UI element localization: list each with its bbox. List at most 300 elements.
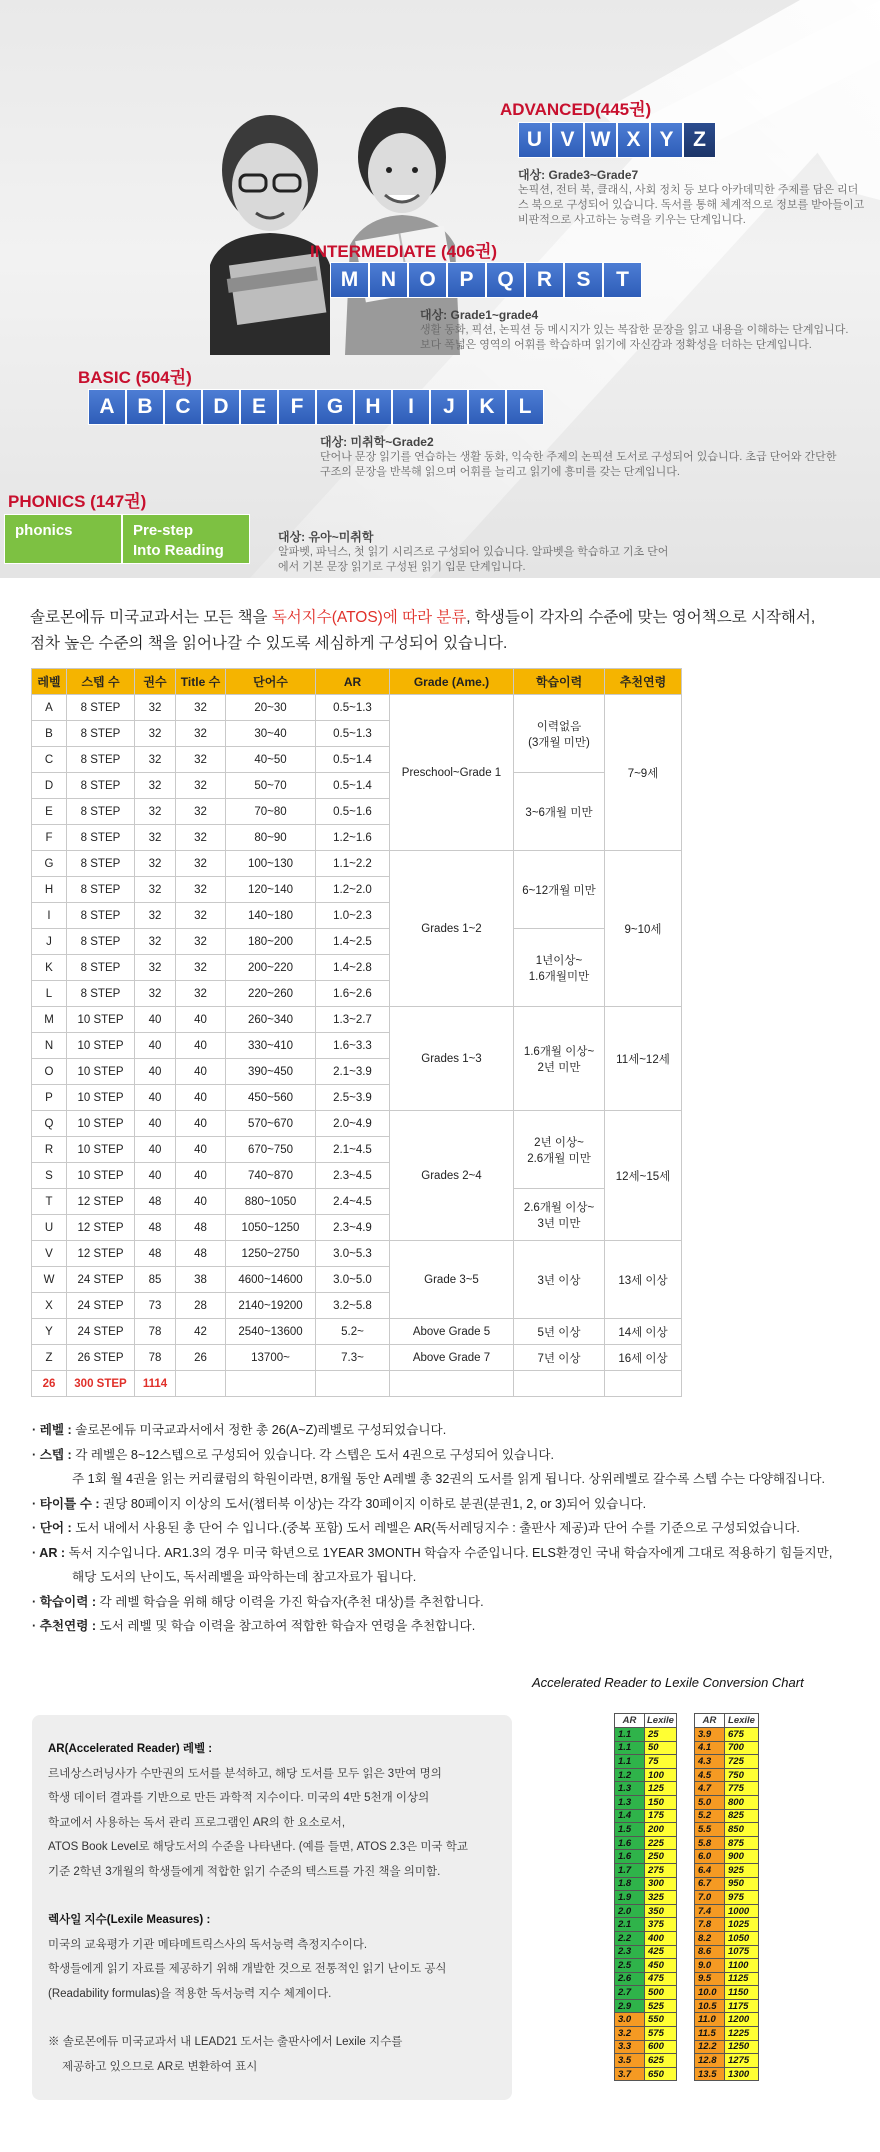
basic-letter-f: F bbox=[278, 389, 316, 425]
table-cell: 1.3~2.7 bbox=[316, 1007, 390, 1033]
table-cell: 0.5~1.3 bbox=[316, 721, 390, 747]
table-cell: 3.0~5.3 bbox=[316, 1241, 390, 1267]
total-row bbox=[32, 1371, 682, 1397]
table-cell: 32 bbox=[135, 851, 176, 877]
conv-lexile-cell: 500 bbox=[645, 1986, 677, 2000]
conv-row bbox=[695, 1836, 759, 1850]
advanced-letter-x: X bbox=[617, 122, 650, 158]
conv-lexile-cell: 700 bbox=[725, 1741, 759, 1755]
conv-ar-cell: 5.2 bbox=[695, 1809, 725, 1823]
ar-gap-2 bbox=[48, 2006, 512, 2030]
table-cell: 40 bbox=[176, 1163, 226, 1189]
table-cell: 2.3~4.5 bbox=[316, 1163, 390, 1189]
conv-header-row bbox=[615, 1714, 677, 1728]
col-header: 레벨 bbox=[32, 669, 67, 695]
conv-lexile-cell: 675 bbox=[725, 1728, 759, 1742]
table-cell: 32 bbox=[135, 695, 176, 721]
table-cell: 4600~14600 bbox=[226, 1267, 316, 1293]
conv-ar-cell: 1.8 bbox=[615, 1877, 645, 1891]
table-cell: 220~260 bbox=[226, 981, 316, 1007]
basic-letter-c: C bbox=[164, 389, 202, 425]
table-cell: 2.1~4.5 bbox=[316, 1137, 390, 1163]
basic-target-label: 대상: 미취학~Grade2 bbox=[320, 435, 434, 449]
age-cell: 13세 이상 bbox=[605, 1241, 682, 1319]
conv-ar-cell: 6.0 bbox=[695, 1850, 725, 1864]
conversion-chart-title: Accelerated Reader to Lexile Conversion Chart bbox=[532, 1675, 804, 1690]
conversion-table-right bbox=[694, 1713, 759, 2081]
conv-ar-cell: 3.7 bbox=[615, 2067, 645, 2081]
conv-ar-cell: 1.2 bbox=[615, 1768, 645, 1782]
conv-row bbox=[615, 2013, 677, 2027]
conv-lexile-cell: 1100 bbox=[725, 1959, 759, 1973]
conv-lexile-cell: 1225 bbox=[725, 2027, 759, 2041]
table-cell: Z bbox=[32, 1345, 67, 1371]
advanced-letter-z: Z bbox=[683, 122, 716, 158]
basic-letter-l: L bbox=[506, 389, 544, 425]
table-cell: 24 STEP bbox=[67, 1293, 135, 1319]
conv-lexile-cell: 525 bbox=[645, 1999, 677, 2013]
conv-row bbox=[695, 1986, 759, 2000]
conv-lexile-cell: 1300 bbox=[725, 2067, 759, 2081]
table-cell: 1050~1250 bbox=[226, 1215, 316, 1241]
conv-lexile-cell: 900 bbox=[725, 1850, 759, 1864]
table-cell: 32 bbox=[176, 695, 226, 721]
intermediate-description: 생활 동화, 픽션, 논픽션 등 메시지가 있는 복잡한 문장을 읽고 내용을 이해하는 단계입니다. 보다 폭넓은 영역의 어휘를 학습하며 읽기에 자신감과 정확성을 더하는 단계입니다. bbox=[420, 324, 849, 351]
level-table bbox=[31, 668, 682, 1397]
table-cell: 32 bbox=[176, 903, 226, 929]
table-cell: 0.5~1.4 bbox=[316, 747, 390, 773]
table-cell: 1.6~2.6 bbox=[316, 981, 390, 1007]
conv-lexile-cell: 1000 bbox=[725, 1904, 759, 1918]
table-cell: 32 bbox=[176, 877, 226, 903]
table-cell: 40 bbox=[176, 1085, 226, 1111]
table-cell: D bbox=[32, 773, 67, 799]
note-item bbox=[32, 1516, 862, 1541]
table-cell: F bbox=[32, 825, 67, 851]
history-line: 1.6개월 이상~ bbox=[523, 1045, 595, 1058]
conv-ar-cell: 1.7 bbox=[615, 1863, 645, 1877]
table-cell: 38 bbox=[176, 1267, 226, 1293]
table-cell: 40 bbox=[176, 1189, 226, 1215]
advanced-target bbox=[518, 168, 868, 228]
conv-ar-cell: 1.5 bbox=[615, 1823, 645, 1837]
intermediate-letter-r: R bbox=[525, 262, 564, 298]
intermediate-letter-q: Q bbox=[486, 262, 525, 298]
intermediate-letter-p: P bbox=[447, 262, 486, 298]
conv-ar-cell: 1.3 bbox=[615, 1782, 645, 1796]
conv-lexile-cell: 750 bbox=[725, 1768, 759, 1782]
conv-row bbox=[615, 1877, 677, 1891]
conv-ar-cell: 3.9 bbox=[695, 1728, 725, 1742]
table-cell: 32 bbox=[176, 851, 226, 877]
conv-row bbox=[695, 1877, 759, 1891]
conv-ar-cell: 2.0 bbox=[615, 1904, 645, 1918]
conv-header-lexile: Lexile bbox=[645, 1714, 677, 1728]
table-cell: H bbox=[32, 877, 67, 903]
table-cell: 10 STEP bbox=[67, 1137, 135, 1163]
table-cell: 2.4~4.5 bbox=[316, 1189, 390, 1215]
conv-row bbox=[695, 1795, 759, 1809]
conv-row bbox=[615, 2040, 677, 2054]
advanced-letter-w: W bbox=[584, 122, 617, 158]
table-cell: 32 bbox=[135, 955, 176, 981]
history-line: 1.6개월미만 bbox=[528, 970, 590, 983]
conv-ar-cell: 6.7 bbox=[695, 1877, 725, 1891]
conv-lexile-cell: 475 bbox=[645, 1972, 677, 1986]
table-cell: 48 bbox=[135, 1241, 176, 1267]
table-header-row bbox=[32, 669, 682, 695]
conv-row bbox=[615, 1782, 677, 1796]
note-item: 해당 도서의 난이도, 독서레벨을 파악하는데 참고자료가 됩니다. bbox=[72, 1570, 417, 1584]
table-cell: 10 STEP bbox=[67, 1059, 135, 1085]
conv-row bbox=[695, 1809, 759, 1823]
table-cell: 8 STEP bbox=[67, 721, 135, 747]
table-cell: 390~450 bbox=[226, 1059, 316, 1085]
table-cell: 80~90 bbox=[226, 825, 316, 851]
phonics-cell: phonics bbox=[4, 514, 122, 564]
conv-ar-cell: 6.4 bbox=[695, 1863, 725, 1877]
table-cell: 40 bbox=[176, 1007, 226, 1033]
conv-row bbox=[615, 1809, 677, 1823]
basic-letter-e: E bbox=[240, 389, 278, 425]
ar-heading: AR(Accelerated Reader) 레벨 : bbox=[48, 1743, 213, 1755]
conv-ar-cell: 4.7 bbox=[695, 1782, 725, 1796]
table-cell: 28 bbox=[176, 1293, 226, 1319]
table-cell: V bbox=[32, 1241, 67, 1267]
total-empty-cell bbox=[226, 1371, 316, 1397]
table-cell: 40 bbox=[135, 1033, 176, 1059]
intermediate-target-label: 대상: Grade1~grade4 bbox=[420, 308, 539, 322]
conv-row bbox=[615, 2027, 677, 2041]
table-cell: 8 STEP bbox=[67, 877, 135, 903]
table-cell: 140~180 bbox=[226, 903, 316, 929]
table-cell: 450~560 bbox=[226, 1085, 316, 1111]
conv-lexile-cell: 75 bbox=[645, 1755, 677, 1769]
conv-lexile-cell: 350 bbox=[645, 1904, 677, 1918]
table-row bbox=[32, 1345, 682, 1371]
note-item bbox=[32, 1443, 862, 1468]
prestep-line1: Pre-step bbox=[133, 522, 194, 539]
conv-lexile-cell: 1025 bbox=[725, 1918, 759, 1932]
table-cell: 8 STEP bbox=[67, 825, 135, 851]
table-cell: A bbox=[32, 695, 67, 721]
conv-lexile-cell: 650 bbox=[645, 2067, 677, 2081]
conv-row bbox=[615, 1836, 677, 1850]
table-cell: P bbox=[32, 1085, 67, 1111]
table-cell: 32 bbox=[176, 825, 226, 851]
table-cell: 1.2~1.6 bbox=[316, 825, 390, 851]
age-cell: 14세 이상 bbox=[605, 1319, 682, 1345]
conv-lexile-cell: 25 bbox=[645, 1728, 677, 1742]
conv-row bbox=[695, 1904, 759, 1918]
conv-lexile-cell: 425 bbox=[645, 1945, 677, 1959]
table-cell: 100~130 bbox=[226, 851, 316, 877]
col-header: 학습이력 bbox=[514, 669, 605, 695]
table-cell: 8 STEP bbox=[67, 773, 135, 799]
table-cell: 0.5~1.3 bbox=[316, 695, 390, 721]
table-cell: Q bbox=[32, 1111, 67, 1137]
basic-letter-i: I bbox=[392, 389, 430, 425]
conv-lexile-cell: 125 bbox=[645, 1782, 677, 1796]
history-line: 5년 이상 bbox=[537, 1326, 581, 1339]
history-cell bbox=[514, 851, 605, 929]
conv-lexile-cell: 1075 bbox=[725, 1945, 759, 1959]
table-row bbox=[32, 929, 682, 955]
conv-lexile-cell: 775 bbox=[725, 1782, 759, 1796]
note-item bbox=[32, 1590, 862, 1615]
conv-row bbox=[695, 2013, 759, 2027]
table-cell: S bbox=[32, 1163, 67, 1189]
history-cell bbox=[514, 1345, 605, 1371]
table-cell: 24 STEP bbox=[67, 1319, 135, 1345]
p1-line: 학생 데이터 결과를 기반으로 만든 과학적 지수이다. 미국의 4만 5천개 이상의 bbox=[48, 1792, 430, 1804]
history-cell bbox=[514, 1111, 605, 1189]
table-cell: 32 bbox=[176, 747, 226, 773]
note-label: · AR : bbox=[32, 1545, 66, 1560]
conv-ar-cell: 11.5 bbox=[695, 2027, 725, 2041]
conv-row bbox=[615, 1850, 677, 1864]
note-item bbox=[32, 1541, 862, 1566]
conv-ar-cell: 3.2 bbox=[615, 2027, 645, 2041]
table-cell: I bbox=[32, 903, 67, 929]
note-label: · 학습이력 : bbox=[32, 1594, 97, 1609]
grade-cell: Grades 2~4 bbox=[390, 1111, 514, 1241]
table-cell: 40 bbox=[135, 1085, 176, 1111]
table-cell: 0.5~1.6 bbox=[316, 799, 390, 825]
table-cell: 50~70 bbox=[226, 773, 316, 799]
ar-paragraph bbox=[48, 1762, 512, 1885]
table-cell: 32 bbox=[135, 903, 176, 929]
conv-lexile-cell: 275 bbox=[645, 1863, 677, 1877]
table-cell: 260~340 bbox=[226, 1007, 316, 1033]
table-cell: 1.4~2.5 bbox=[316, 929, 390, 955]
notes-list bbox=[32, 1418, 862, 1639]
note-label: · 추천연령 : bbox=[32, 1619, 97, 1633]
age-cell: 9~10세 bbox=[605, 851, 682, 1007]
conv-row bbox=[695, 1999, 759, 2013]
conv-row bbox=[695, 1823, 759, 1837]
table-cell: 180~200 bbox=[226, 929, 316, 955]
basic-letter-row bbox=[88, 389, 544, 425]
conv-row bbox=[615, 1863, 677, 1877]
table-cell: 1.0~2.3 bbox=[316, 903, 390, 929]
conv-lexile-cell: 325 bbox=[645, 1891, 677, 1905]
intro-paragraph bbox=[30, 605, 860, 657]
phonics-target-label: 대상: 유아~미취학 bbox=[278, 530, 374, 544]
table-row bbox=[32, 695, 682, 721]
conv-lexile-cell: 1275 bbox=[725, 2054, 759, 2068]
conv-lexile-cell: 1175 bbox=[725, 1999, 759, 2013]
conv-row bbox=[615, 1891, 677, 1905]
conv-ar-cell: 2.5 bbox=[615, 1959, 645, 1973]
conv-ar-cell: 2.6 bbox=[615, 1972, 645, 1986]
conv-row bbox=[695, 1959, 759, 1973]
note-label: · 타이틀 수 : bbox=[32, 1496, 100, 1511]
table-cell: 3.0~5.0 bbox=[316, 1267, 390, 1293]
table-cell: 10 STEP bbox=[67, 1111, 135, 1137]
table-cell: 2.1~3.9 bbox=[316, 1059, 390, 1085]
basic-target bbox=[320, 435, 840, 480]
table-cell: 78 bbox=[135, 1345, 176, 1371]
table-cell: 10 STEP bbox=[67, 1163, 135, 1189]
table-cell: W bbox=[32, 1267, 67, 1293]
history-line: 3년 미만 bbox=[537, 1217, 581, 1230]
conv-row bbox=[695, 1850, 759, 1864]
advanced-letter-u: U bbox=[518, 122, 551, 158]
table-cell: 2.3~4.9 bbox=[316, 1215, 390, 1241]
conv-lexile-cell: 1125 bbox=[725, 1972, 759, 1986]
table-cell: 8 STEP bbox=[67, 955, 135, 981]
table-cell: 8 STEP bbox=[67, 695, 135, 721]
conv-lexile-cell: 250 bbox=[645, 1850, 677, 1864]
grade-cell: Preschool~Grade 1 bbox=[390, 695, 514, 851]
table-row bbox=[32, 1319, 682, 1345]
conv-lexile-cell: 1200 bbox=[725, 2013, 759, 2027]
conv-row bbox=[695, 1728, 759, 1742]
table-cell: 10 STEP bbox=[67, 1033, 135, 1059]
table-cell: 78 bbox=[135, 1319, 176, 1345]
table-cell: 32 bbox=[135, 825, 176, 851]
conv-header-row bbox=[695, 1714, 759, 1728]
table-cell: 670~750 bbox=[226, 1137, 316, 1163]
note-item: 주 1회 월 4권을 읽는 커리큘럼의 학원이라면, 8개월 동안 A레벨 총 32권의 도서를 읽게 됩니다. 상위레벨로 갈수록 스텝 수는 다양해집니다. bbox=[72, 1472, 826, 1486]
table-cell: 12 STEP bbox=[67, 1215, 135, 1241]
phonics-description: 알파벳, 파닉스, 첫 읽기 시리즈로 구성되어 있습니다. 알파벳을 학습하고 기초 단어에서 기본 문장 읽기로 구성된 읽기 입문 단계입니다. bbox=[278, 546, 669, 573]
intermediate-title: INTERMEDIATE (406권) bbox=[310, 242, 498, 261]
table-cell: 32 bbox=[135, 773, 176, 799]
grade-cell: Grades 1~3 bbox=[390, 1007, 514, 1111]
table-cell: 8 STEP bbox=[67, 747, 135, 773]
table-cell: 8 STEP bbox=[67, 929, 135, 955]
conv-ar-cell: 9.5 bbox=[695, 1972, 725, 1986]
table-cell: 7.3~ bbox=[316, 1345, 390, 1371]
note-item bbox=[32, 1614, 862, 1639]
conv-row bbox=[615, 1931, 677, 1945]
table-cell: 32 bbox=[135, 799, 176, 825]
conv-ar-cell: 2.2 bbox=[615, 1931, 645, 1945]
table-cell: 1250~2750 bbox=[226, 1241, 316, 1267]
p1-line: ATOS Book Level로 해당도서의 수준을 나타낸다. (예를 들면, ATOS 2.3은 미국 학교 bbox=[48, 1841, 468, 1853]
conv-lexile-cell: 50 bbox=[645, 1741, 677, 1755]
conv-row bbox=[695, 1931, 759, 1945]
history-line: 2년 미만 bbox=[537, 1061, 581, 1074]
col-header: Grade (Ame.) bbox=[390, 669, 514, 695]
basic-letter-d: D bbox=[202, 389, 240, 425]
table-cell: K bbox=[32, 955, 67, 981]
table-cell: L bbox=[32, 981, 67, 1007]
conv-lexile-cell: 100 bbox=[645, 1768, 677, 1782]
table-cell: G bbox=[32, 851, 67, 877]
note-text: 도서 내에서 사용된 총 단어 수 입니다.(중복 포함) 도서 레벨은 AR(독서레딩지수 : 출판사 제공)과 단어 수를 기준으로 구성되었습니다. bbox=[71, 1521, 800, 1535]
table-cell: 32 bbox=[176, 955, 226, 981]
conv-ar-cell: 9.0 bbox=[695, 1959, 725, 1973]
conv-ar-cell: 5.5 bbox=[695, 1823, 725, 1837]
conv-header-lexile: Lexile bbox=[725, 1714, 759, 1728]
conv-ar-cell: 1.3 bbox=[615, 1795, 645, 1809]
conv-ar-cell: 13.5 bbox=[695, 2067, 725, 2081]
col-header: 단어수 bbox=[226, 669, 316, 695]
table-row bbox=[32, 1241, 682, 1267]
conv-lexile-cell: 300 bbox=[645, 1877, 677, 1891]
table-cell: 570~670 bbox=[226, 1111, 316, 1137]
conv-lexile-cell: 825 bbox=[725, 1809, 759, 1823]
total-books: 1114 bbox=[135, 1371, 176, 1397]
age-cell: 16세 이상 bbox=[605, 1345, 682, 1371]
note-item bbox=[32, 1492, 862, 1517]
lead21-note bbox=[48, 2030, 512, 2079]
conv-ar-cell: 1.1 bbox=[615, 1728, 645, 1742]
basic-letter-a: A bbox=[88, 389, 126, 425]
table-cell: 2.5~3.9 bbox=[316, 1085, 390, 1111]
conv-ar-cell: 4.3 bbox=[695, 1755, 725, 1769]
table-cell: 40 bbox=[176, 1059, 226, 1085]
table-cell: 1.2~2.0 bbox=[316, 877, 390, 903]
table-cell: 32 bbox=[135, 981, 176, 1007]
history-cell bbox=[514, 929, 605, 1007]
conv-ar-cell: 7.4 bbox=[695, 1904, 725, 1918]
table-cell: 40 bbox=[135, 1111, 176, 1137]
table-cell: 32 bbox=[176, 799, 226, 825]
conv-row bbox=[695, 2054, 759, 2068]
conv-lexile-cell: 175 bbox=[645, 1809, 677, 1823]
history-cell bbox=[514, 773, 605, 851]
conv-ar-cell: 8.6 bbox=[695, 1945, 725, 1959]
conv-row bbox=[615, 1999, 677, 2013]
table-cell: 32 bbox=[135, 747, 176, 773]
conv-lexile-cell: 975 bbox=[725, 1891, 759, 1905]
p2-line: (Readability formulas)을 적용한 독서능력 지수 체계이다. bbox=[48, 1987, 332, 2000]
table-cell: 740~870 bbox=[226, 1163, 316, 1189]
conv-lexile-cell: 1150 bbox=[725, 1986, 759, 2000]
col-header: 추천연령 bbox=[605, 669, 682, 695]
intro-line-1 bbox=[30, 605, 860, 631]
conv-lexile-cell: 375 bbox=[645, 1918, 677, 1932]
basic-letter-b: B bbox=[126, 389, 164, 425]
table-cell: 40 bbox=[135, 1059, 176, 1085]
note-text: 각 레벨은 8~12스텝으로 구성되어 있습니다. 각 스텝은 도서 4권으로 구성되어 있습니다. bbox=[71, 1447, 555, 1462]
table-cell: 10 STEP bbox=[67, 1007, 135, 1033]
table-cell: 26 bbox=[176, 1345, 226, 1371]
table-cell: 40 bbox=[176, 1111, 226, 1137]
table-row bbox=[32, 1007, 682, 1033]
p1-line: 기준 2학년 3개월의 학생들에게 적합한 읽기 수준의 텍스트를 가진 책을 의미함. bbox=[48, 1865, 441, 1878]
conv-ar-cell: 10.0 bbox=[695, 1986, 725, 2000]
p2-line: 미국의 교육평가 기관 메타메트릭스사의 독서능력 측정지수이다. bbox=[48, 1938, 368, 1951]
history-line: 2년 이상~ bbox=[534, 1136, 584, 1149]
intro-text-b: , 학생들이 각자의 수준에 맞는 영어책으로 시작해서, bbox=[466, 609, 816, 626]
conv-lexile-cell: 400 bbox=[645, 1931, 677, 1945]
conv-ar-cell: 5.0 bbox=[695, 1795, 725, 1809]
conv-ar-cell: 1.1 bbox=[615, 1741, 645, 1755]
table-cell: 13700~ bbox=[226, 1345, 316, 1371]
conv-row bbox=[695, 2067, 759, 2081]
note-text: 권당 80페이지 이상의 도서(챕터북 이상)는 각각 30페이지 이하로 분권(분권1, 2, or 3)되어 있습니다. bbox=[99, 1496, 647, 1511]
table-cell: M bbox=[32, 1007, 67, 1033]
total-empty-cell bbox=[514, 1371, 605, 1397]
intermediate-target bbox=[420, 308, 860, 353]
conv-ar-cell: 10.5 bbox=[695, 1999, 725, 2013]
table-cell: 200~220 bbox=[226, 955, 316, 981]
table-cell: 12 STEP bbox=[67, 1189, 135, 1215]
conversion-table-left bbox=[614, 1713, 677, 2081]
conv-ar-cell: 12.8 bbox=[695, 2054, 725, 2068]
conv-ar-cell: 11.0 bbox=[695, 2013, 725, 2027]
conv-ar-cell: 4.5 bbox=[695, 1768, 725, 1782]
history-line: 이력없음 bbox=[536, 720, 582, 733]
table-cell: X bbox=[32, 1293, 67, 1319]
table-cell: 48 bbox=[176, 1241, 226, 1267]
table-cell: 48 bbox=[176, 1215, 226, 1241]
